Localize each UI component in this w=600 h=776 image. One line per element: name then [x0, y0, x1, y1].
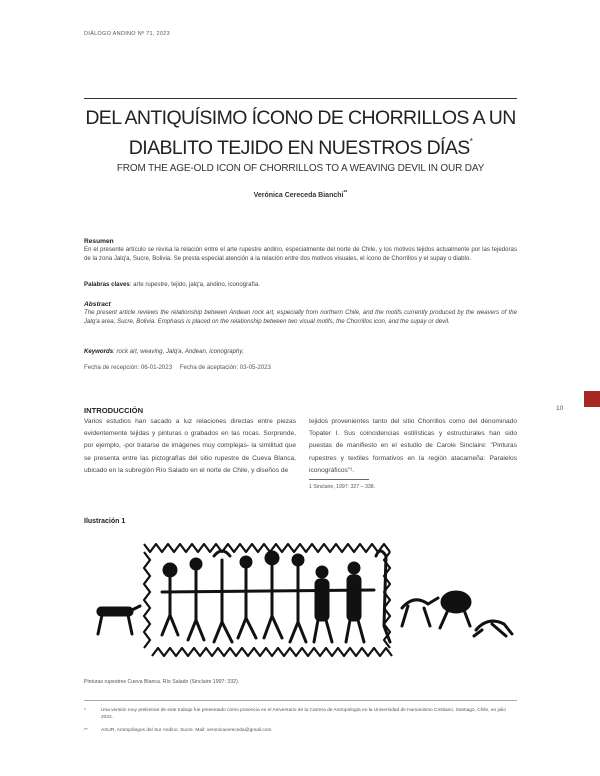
english-subtitle: FROM THE AGE-OLD ICON OF CHORRILLOS TO A WEAVING DEVIL IN OUR DAY	[116, 163, 485, 174]
accepted-date: Fecha de aceptación: 03-05-2023	[179, 364, 271, 371]
journal-header: DIÁLOGO ANDINO Nº 71, 2023	[84, 31, 170, 37]
palabras-claves-text: : arte rupestre, tejido, jalq'a, andino, iconografía.	[129, 281, 260, 288]
body-column-right: tejidos provenientes tanto del sitio Chorrillos como del denominado Topater I. Sus coincidencias estilísticas y estructurales han sido puestas de manifiesto en el estudio de Carole Sinclaire: "Pinturas rupestres y textiles formativos en la región atacameña: Paralelos iconográficos"¹.	[309, 418, 517, 474]
received-date: Fecha de recepción: 06-01-2023	[84, 364, 173, 371]
footnote-mark-2: **	[84, 728, 88, 733]
illustration-caption: Pinturas rupestres Cueva Blanca. Río Salado (Sinclaire 1997: 332).	[84, 679, 240, 685]
footnote-rule	[309, 479, 369, 480]
palabras-claves-label: Palabras claves	[84, 281, 130, 288]
title-line-2-text: DIABLITO TEJIDO EN NUESTROS DÍAS	[128, 137, 470, 159]
author	[84, 190, 517, 199]
abstract-heading: Abstract	[84, 301, 111, 308]
footnote-mark-1: *	[84, 708, 86, 713]
footnote-1: 1 Sinclaire, 1997: 327 – 338.	[309, 484, 376, 490]
resumen-text: En el presente artículo se revisa la relación entre el arte rupestre andino, especialmente del norte de Chile, y los motivos tejidos actualmente por las tejedoras de la zona Jalq'a, Sucre, Bolivia. Se presta especial atención a la relación entre dos motivos visuales, el ícono de Chorrillos y el supay o diablo.	[84, 246, 517, 262]
author-footnote-mark: **	[343, 190, 348, 196]
footnote-separator	[84, 700, 517, 701]
title-line-2	[84, 130, 517, 160]
title-footnote-mark: *	[469, 137, 473, 146]
body-column-left: Varios estudios han sacado a luz relaciones directas entre piezas evidentemente tejidas y pinturas o grabados en las rocas. Sorprende, por ejemplo, -por tratarse de imágenes muy complejas- la similitud que se presenta entre las pictografías del sitio rupestre de Cueva Blanca, ubicado en la subregión Río Salado en el norte de Chile, y diseños de	[84, 418, 296, 474]
footnote-text-1: Una versión muy preliminar de este trabajo fue presentado como ponencia en el Aniversario de la Carrera de Antropología en la Universidad de Humanismo Cristiano, Santiago, Chile, en julio 2022.	[101, 708, 507, 720]
footnote-text-2: ASUR, Antropólogos del Sur Andino, Sucre. Mail: veronicacereceda@gmail.com	[101, 728, 272, 733]
title-rule	[84, 98, 517, 99]
page-tab-marker	[584, 391, 600, 407]
page-number: 10	[556, 405, 564, 412]
introduction-heading: INTRODUCCIÓN	[84, 406, 144, 415]
abstract-text: The present article reviews the relationship between Andean rock art, especially from northern Chile, and the motifs currently produced by the weavers of the Jalq'a area, Sucre, Bolivia. Emphasis is placed on the relationship between two visual motifs, the Chorrillos icon, and the supay or devil.	[84, 309, 517, 325]
keywords	[84, 348, 517, 355]
rock-art-illustration	[84, 530, 517, 670]
keywords-text: : rock art, weaving, Jalq'a, Andean, iconography.	[113, 348, 244, 355]
palabras-claves	[84, 281, 517, 288]
keywords-label: Keywords	[84, 348, 114, 355]
article-title	[84, 106, 517, 160]
title-line-1: DEL ANTIQUÍSIMO ÍCONO DE CHORRILLOS A UN	[85, 107, 516, 129]
illustration-label: Ilustración 1	[84, 518, 126, 525]
author-name: Verónica Cereceda Bianchi	[253, 192, 344, 199]
resumen-heading: Resumen	[84, 238, 114, 245]
dates	[84, 364, 277, 371]
